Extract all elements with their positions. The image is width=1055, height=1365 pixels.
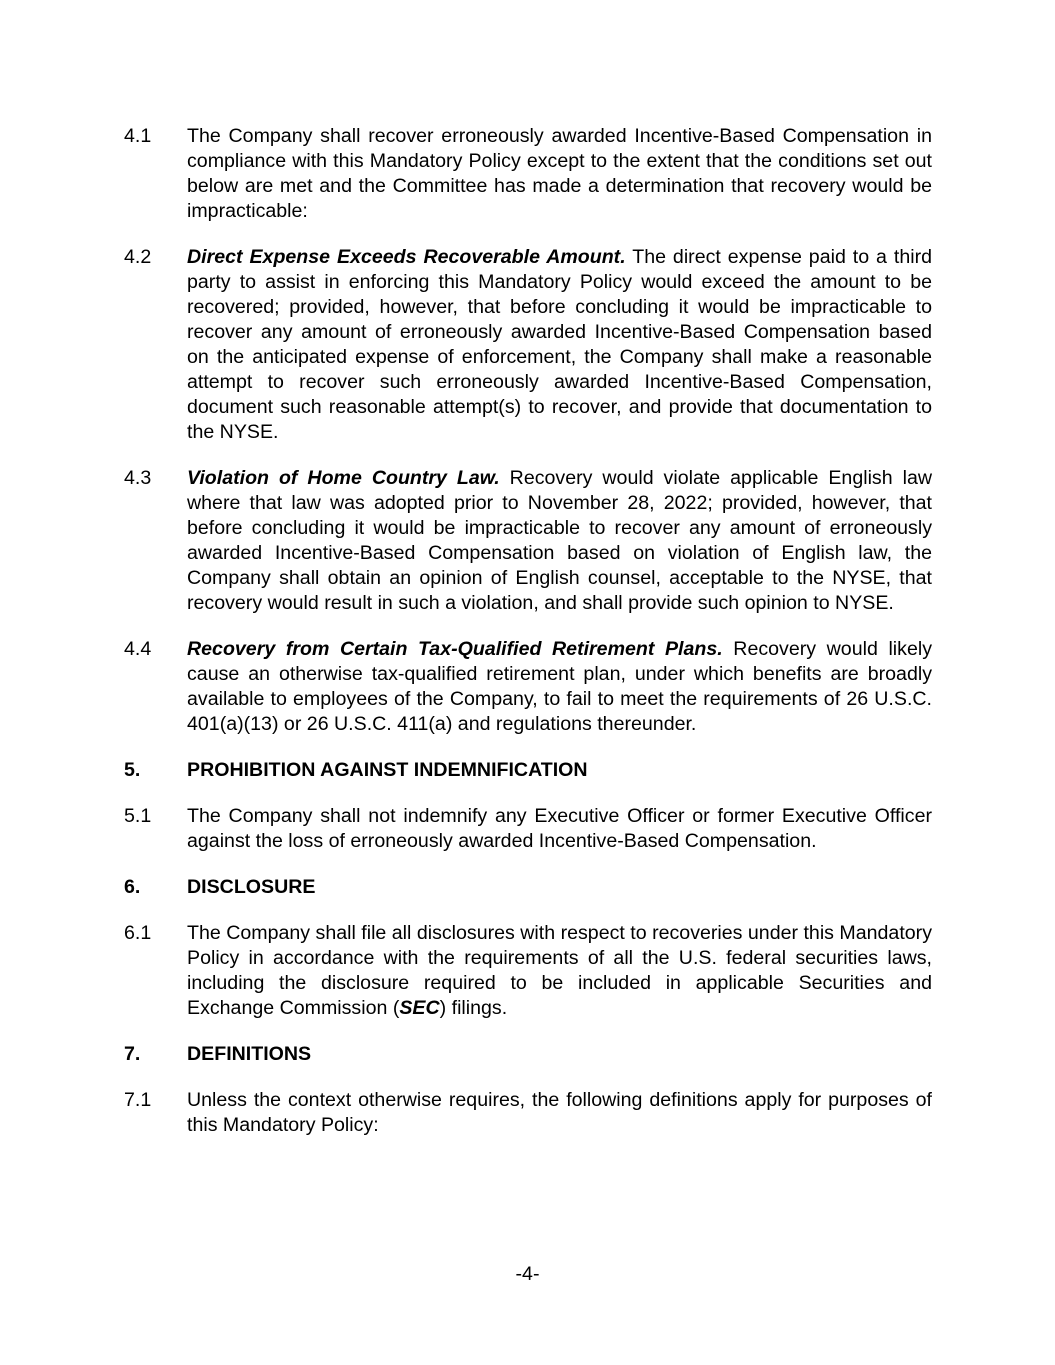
clause-heading: Violation of Home Country Law. xyxy=(187,467,500,489)
clause-text-container xyxy=(187,637,932,737)
clause-number: 4.1 xyxy=(124,125,152,147)
section-heading-5 xyxy=(124,758,932,783)
clause-text: The Company shall not indemnify any Executive Officer or former Executive Officer against the loss of erroneously awarded Incentive-Based Compensation. xyxy=(187,805,932,852)
section-title: DISCLOSURE xyxy=(187,876,316,898)
document-body xyxy=(124,124,932,1159)
page-number: -4- xyxy=(515,1263,540,1285)
clause-4-4 xyxy=(124,637,932,737)
section-number: 7. xyxy=(124,1043,141,1065)
clause-4-3 xyxy=(124,466,932,616)
section-title: DEFINITIONS xyxy=(187,1043,312,1065)
clause-number: 4.4 xyxy=(124,638,152,660)
clause-heading-punctuation: . xyxy=(717,638,723,660)
clause-text: The direct expense paid to a third party to assist in enforcing this Mandatory Policy would exceed the amount to be recovered; provided, however, that before concluding it would be impracticable to recover any amount of erroneously awarded Incentive-Based Compensation based on the anticipated expense of enforcement, the Company shall make a reasonable attempt to recover such erroneously awarded Incentive-Based Compensation, document such reasonable attempt(s) to recover, and provide that documentation to the NYSE. xyxy=(187,246,932,443)
clause-text: The Company shall recover erroneously awarded Incentive-Based Compensation in compliance with this Mandatory Policy except to the extent that the conditions set out below are met and the Committee has made a determination that recovery would be impracticable: xyxy=(187,125,932,222)
defined-term: SEC xyxy=(399,997,440,1019)
clause-text-container xyxy=(187,245,932,445)
clause-number: 7.1 xyxy=(124,1089,152,1111)
clause-4-2 xyxy=(124,245,932,445)
clause-number: 4.3 xyxy=(124,467,152,489)
clause-heading: Direct Expense Exceeds Recoverable Amount. xyxy=(187,246,626,268)
section-number: 6. xyxy=(124,876,141,898)
section-heading-7 xyxy=(124,1042,932,1067)
clause-7-1 xyxy=(124,1088,932,1138)
clause-text-container xyxy=(187,921,932,1021)
clause-text: Unless the context otherwise requires, the following definitions apply for purposes of this Mandatory Policy: xyxy=(187,1089,932,1136)
clause-text: Recovery would likely cause an otherwise tax-qualified retirement plan, under which benefits are broadly available to employees of the Company, to fail to meet the requirements of 26 U.S.C. 401(a)(13) or 26 U.S.C. 411(a) and regulations thereunder. xyxy=(187,638,932,735)
section-title: PROHIBITION AGAINST INDEMNIFICATION xyxy=(187,759,588,781)
clause-text: Recovery would violate applicable English law where that law was adopted prior to November 28, 2022; provided, however, that before concluding it would be impracticable to recover any amount of erroneously awarded Incentive-Based Compensation based on violation of English law, the Company shall obtain an opinion of English counsel, acceptable to the NYSE, that recovery would result in such a violation, and shall provide such opinion to NYSE. xyxy=(187,467,932,614)
clause-4-1 xyxy=(124,124,932,224)
section-number: 5. xyxy=(124,759,141,781)
clause-text-end: ) filings. xyxy=(439,997,508,1019)
clause-number: 4.2 xyxy=(124,246,152,268)
clause-text-container xyxy=(187,466,932,616)
clause-text: The Company shall file all disclosures with respect to recoveries under this Mandatory Policy in accordance with the requirements of all the U.S. federal securities laws, including the disclosure required to be included in applicable Securities and Exchange Commission ( xyxy=(187,922,932,1019)
clause-heading: Recovery from Certain Tax-Qualified Retirement Plans xyxy=(187,638,718,660)
clause-5-1 xyxy=(124,804,932,854)
clause-number: 5.1 xyxy=(124,805,152,827)
section-heading-6 xyxy=(124,875,932,900)
clause-6-1 xyxy=(124,921,932,1021)
clause-number: 6.1 xyxy=(124,922,152,944)
